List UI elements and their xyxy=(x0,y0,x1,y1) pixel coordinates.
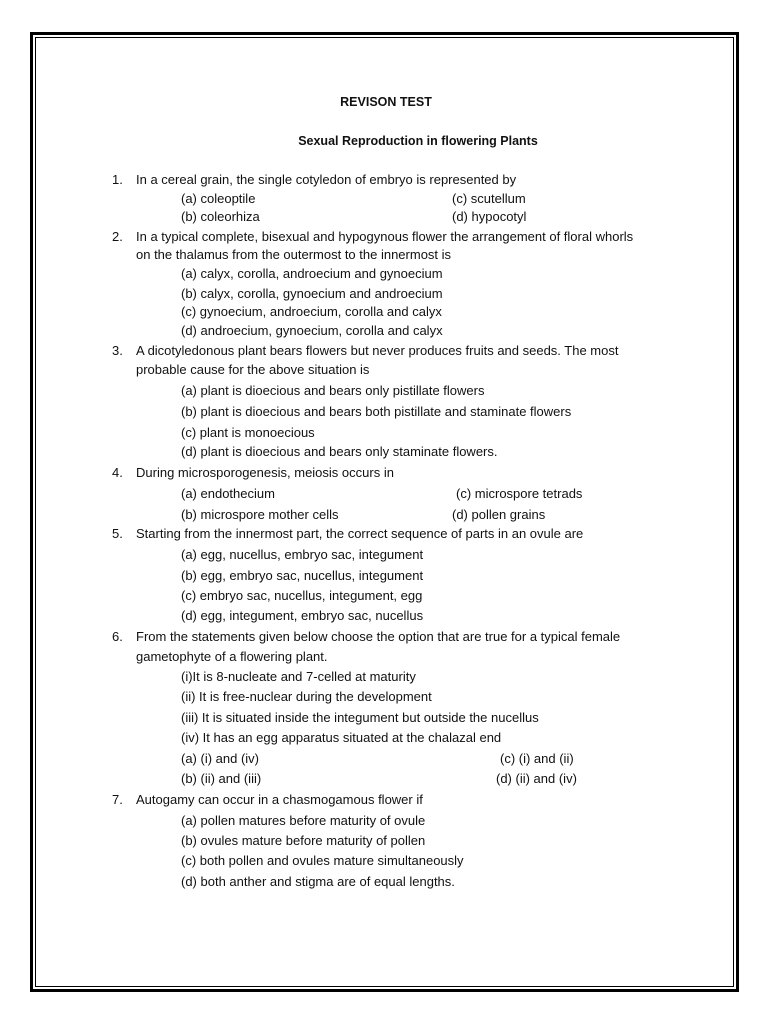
page-title: REVISON TEST xyxy=(340,95,432,109)
option: (d) hypocotyl xyxy=(452,209,527,224)
question-number: 2. xyxy=(112,229,123,244)
question-text: probable cause for the above situation is xyxy=(136,362,370,377)
question-text: on the thalamus from the outermost to the innermost is xyxy=(136,247,452,262)
option: (c) both pollen and ovules mature simultaneously xyxy=(181,853,464,868)
question-text: Autogamy can occur in a chasmogamous flower if xyxy=(136,792,423,807)
option: (a) plant is dioecious and bears only pistillate flowers xyxy=(181,383,485,398)
question-number: 7. xyxy=(112,792,123,807)
option: (a) egg, nucellus, embryo sac, integument xyxy=(181,547,424,562)
option: (d) both anther and stigma are of equal lengths. xyxy=(181,874,455,889)
question-number: 1. xyxy=(112,172,123,187)
question-number: 4. xyxy=(112,465,123,480)
option: (b) (ii) and (iii) xyxy=(181,771,262,786)
option: (c) microspore tetrads xyxy=(456,486,583,501)
option: (b) plant is dioecious and bears both pistillate and staminate flowers xyxy=(181,404,572,419)
option: (a) coleoptile xyxy=(181,191,256,206)
statement: (iv) It has an egg apparatus situated at the chalazal end xyxy=(181,730,502,745)
question-text: A dicotyledonous plant bears flowers but never produces fruits and seeds. The most xyxy=(136,343,619,358)
option: (a) calyx, corolla, androecium and gynoecium xyxy=(181,266,443,281)
option: (d) pollen grains xyxy=(452,507,546,522)
question-number: 5. xyxy=(112,526,123,541)
statement: (iii) It is situated inside the integument but outside the nucellus xyxy=(181,710,539,725)
question-text: In a typical complete, bisexual and hypogynous flower the arrangement of floral whorls xyxy=(136,229,634,244)
option: (c) (i) and (ii) xyxy=(500,751,574,766)
option: (d) androecium, gynoecium, corolla and calyx xyxy=(181,323,443,338)
statement: (i)It is 8-nucleate and 7-celled at maturity xyxy=(181,669,416,684)
option: (d) plant is dioecious and bears only staminate flowers. xyxy=(181,444,498,459)
question-text: During microsporogenesis, meiosis occurs in xyxy=(136,465,394,480)
question-number: 3. xyxy=(112,343,123,358)
statement: (ii) It is free-nuclear during the development xyxy=(181,689,432,704)
option: (a) endothecium xyxy=(181,486,275,501)
option: (c) scutellum xyxy=(452,191,526,206)
option: (c) plant is monoecious xyxy=(181,425,315,440)
option: (b) egg, embryo sac, nucellus, integument xyxy=(181,568,424,583)
option: (a) pollen matures before maturity of ovule xyxy=(181,813,426,828)
question-number: 6. xyxy=(112,629,123,644)
option: (b) coleorhiza xyxy=(181,209,260,224)
option: (d) egg, integument, embryo sac, nucellus xyxy=(181,608,424,623)
question-text: gametophyte of a flowering plant. xyxy=(136,649,328,664)
option: (a) (i) and (iv) xyxy=(181,751,260,766)
option: (b) calyx, corolla, gynoecium and androecium xyxy=(181,286,443,301)
question-text: From the statements given below choose the option that are true for a typical female xyxy=(136,629,621,644)
option: (c) embryo sac, nucellus, integument, egg xyxy=(181,588,423,603)
option: (c) gynoecium, androecium, corolla and calyx xyxy=(181,304,442,319)
option: (b) ovules mature before maturity of pollen xyxy=(181,833,426,848)
page-subtitle: Sexual Reproduction in flowering Plants xyxy=(298,134,538,148)
question-text: Starting from the innermost part, the correct sequence of parts in an ovule are xyxy=(136,526,584,541)
option: (b) microspore mother cells xyxy=(181,507,339,522)
option: (d) (ii) and (iv) xyxy=(496,771,577,786)
question-text: In a cereal grain, the single cotyledon of embryo is represented by xyxy=(136,172,517,187)
